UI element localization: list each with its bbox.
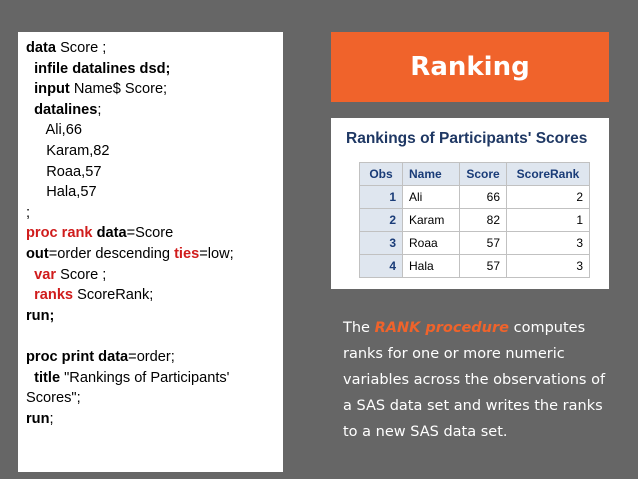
code-token: Name$ Score; bbox=[69, 81, 168, 98]
name-cell: Karam bbox=[403, 209, 460, 232]
column-header: Name bbox=[403, 163, 460, 186]
code-line bbox=[26, 285, 275, 306]
results-table bbox=[359, 162, 590, 278]
code-line bbox=[26, 265, 275, 286]
code-token: Score ; bbox=[56, 40, 107, 56]
code-line bbox=[26, 59, 275, 80]
table-row bbox=[360, 255, 590, 278]
score-cell: 57 bbox=[460, 232, 507, 255]
rank-cell: 2 bbox=[507, 186, 590, 209]
description-text bbox=[343, 315, 613, 445]
name-cell: Ali bbox=[403, 186, 460, 209]
column-header: ScoreRank bbox=[507, 163, 590, 186]
ranking-title-banner bbox=[331, 32, 609, 102]
code-token: proc rank bbox=[26, 225, 93, 242]
code-line bbox=[26, 100, 275, 121]
code-token: input bbox=[26, 81, 70, 98]
code-line bbox=[26, 409, 275, 430]
score-cell: 66 bbox=[460, 186, 507, 209]
column-header: Score bbox=[460, 163, 507, 186]
code-blank-line bbox=[26, 326, 275, 347]
results-table-panel bbox=[331, 118, 609, 289]
code-token: data bbox=[92, 225, 127, 242]
name-cell: Hala bbox=[403, 255, 460, 278]
table-header-row bbox=[360, 163, 590, 186]
code-token: infile datalines dsd; bbox=[26, 60, 171, 77]
obs-cell: 3 bbox=[360, 232, 403, 255]
table-row bbox=[360, 209, 590, 232]
obs-cell: 2 bbox=[360, 209, 403, 232]
code-token: =low; bbox=[199, 245, 234, 262]
description-post: computes ranks for one or more numeric variables across the observations of a SAS data set and writes the ranks to a new SAS data set. bbox=[343, 320, 606, 440]
column-header: Obs bbox=[360, 163, 403, 186]
code-line: Roaa,57 bbox=[26, 163, 102, 180]
code-line: Karam,82 bbox=[26, 142, 110, 159]
code-line bbox=[26, 347, 275, 368]
name-cell: Roaa bbox=[403, 232, 460, 255]
code-token: =order descending bbox=[48, 245, 175, 262]
code-token: Score ; bbox=[56, 266, 107, 283]
code-token: run bbox=[26, 410, 50, 427]
slide-title: Ranking bbox=[410, 52, 530, 82]
code-line: Ali,66 bbox=[26, 122, 82, 139]
code-token: ; bbox=[97, 101, 102, 118]
table-title: Rankings of Participants' Scores bbox=[346, 130, 588, 147]
code-token: ; bbox=[49, 410, 54, 427]
code-panel bbox=[18, 32, 283, 472]
code-token: =order; bbox=[128, 348, 175, 365]
code-token: ScoreRank; bbox=[73, 287, 154, 304]
table-row bbox=[360, 186, 590, 209]
code-line bbox=[26, 244, 275, 265]
rank-cell: 1 bbox=[507, 209, 590, 232]
code-line bbox=[26, 79, 275, 100]
code-token: data bbox=[26, 40, 57, 56]
rank-cell: 3 bbox=[507, 232, 590, 255]
code-token: "Rankings of Participants' bbox=[60, 369, 230, 386]
description-pre: The bbox=[343, 320, 375, 336]
description-highlight: RANK procedure bbox=[374, 320, 509, 336]
rank-cell: 3 bbox=[507, 255, 590, 278]
code-token: ties bbox=[174, 245, 200, 262]
code-token: out bbox=[26, 245, 49, 262]
code-line bbox=[26, 38, 275, 59]
code-token: title bbox=[26, 369, 61, 386]
score-cell: 57 bbox=[460, 255, 507, 278]
code-line: Scores"; bbox=[26, 390, 81, 407]
score-cell: 82 bbox=[460, 209, 507, 232]
code-token: =Score bbox=[126, 225, 174, 242]
code-token: data bbox=[94, 348, 129, 365]
code-line: Hala,57 bbox=[26, 184, 97, 201]
obs-cell: 1 bbox=[360, 186, 403, 209]
obs-cell: 4 bbox=[360, 255, 403, 278]
code-line bbox=[26, 368, 275, 389]
code-line bbox=[26, 223, 275, 244]
code-token: var bbox=[26, 266, 57, 283]
code-token: proc print bbox=[26, 348, 95, 365]
code-line: run; bbox=[26, 307, 55, 324]
code-line: ; bbox=[26, 204, 31, 221]
table-row bbox=[360, 232, 590, 255]
code-token: datalines bbox=[26, 101, 98, 118]
code-token: ranks bbox=[26, 287, 74, 304]
